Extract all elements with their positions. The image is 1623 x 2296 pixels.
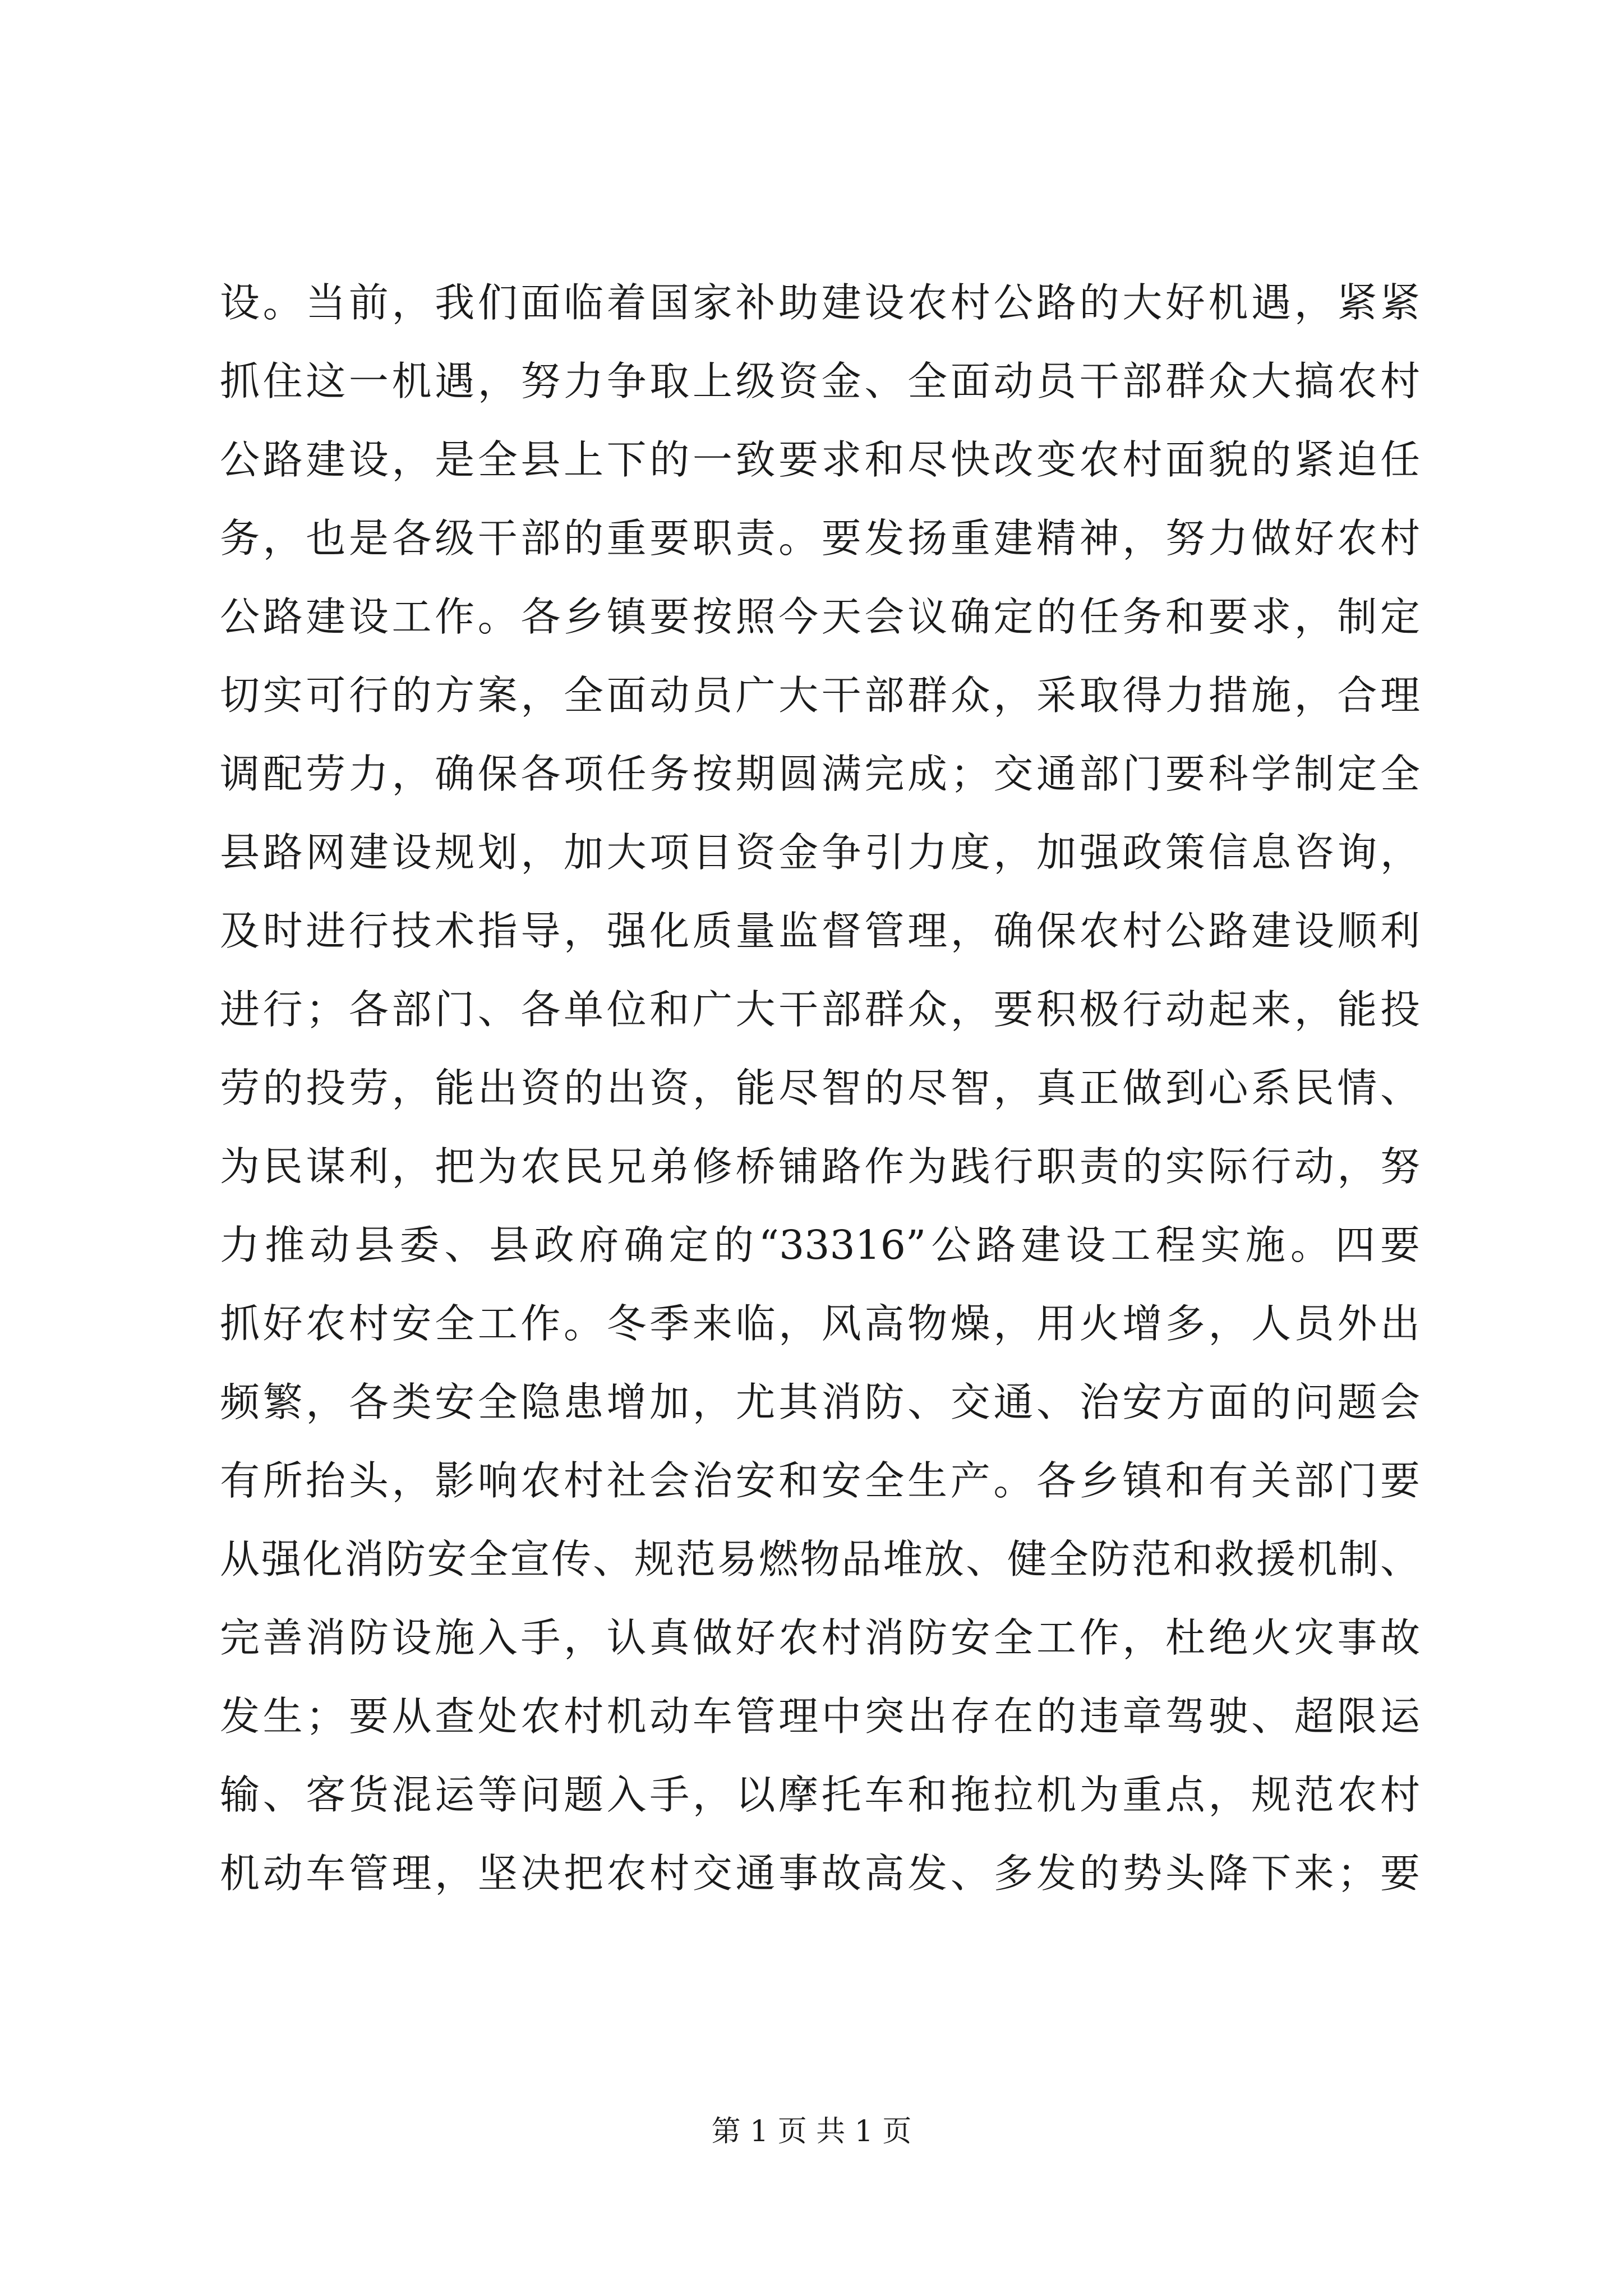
text-line: 机动车管理，坚决把农村交通事故高发、多发的势头降下来；要: [220, 1850, 1420, 1897]
text-line: 务，也是各级干部的重要职责。要发扬重建精神，努力做好农村: [220, 515, 1420, 562]
text-line: 输、客货混运等问题入手，以摩托车和拖拉机为重点，规范农村: [220, 1772, 1420, 1818]
text-line: 切实可行的方案，全面动员广大干部群众，采取得力措施，合理: [220, 672, 1420, 719]
page-number-label: 第 1 页 共 1 页: [711, 2115, 912, 2148]
text-line: 力推动县委、县政府确定的“33316”公路建设工程实施。四要: [220, 1222, 1420, 1268]
text-line: 公路建设，是全县上下的一致要求和尽快改变农村面貌的紧迫任: [220, 436, 1420, 483]
text-line: 公路建设工作。各乡镇要按照今天会议确定的任务和要求，制定: [220, 593, 1420, 640]
text-line: 设。当前，我们面临着国家补助建设农村公路的大好机遇，紧紧: [220, 279, 1420, 326]
page-footer: [0, 2112, 1623, 2151]
text-line: 完善消防设施入手，认真做好农村消防安全工作，杜绝火灾事故: [220, 1614, 1420, 1661]
text-line: 劳的投劳，能出资的出资，能尽智的尽智，真正做到心系民情、: [220, 1065, 1420, 1111]
text-line: 及时进行技术指导，强化质量监督管理，确保农村公路建设顺利: [220, 908, 1420, 954]
text-line: 抓好农村安全工作。冬季来临，风高物燥，用火增多，人员外出: [220, 1300, 1420, 1347]
text-line: 为民谋利，把为农民兄弟修桥铺路作为践行职责的实际行动，努: [220, 1143, 1420, 1190]
text-line: 从强化消防安全宣传、规范易燃物品堆放、健全防范和救援机制、: [220, 1536, 1420, 1582]
text-line: 抓住这一机遇，努力争取上级资金、全面动员干部群众大搞农村: [220, 358, 1420, 404]
text-line: 频繁，各类安全隐患增加，尤其消防、交通、治安方面的问题会: [220, 1379, 1420, 1425]
text-line: 县路网建设规划，加大项目资金争引力度，加强政策信息咨询，: [220, 829, 1420, 876]
text-line: 进行；各部门、各单位和广大干部群众，要积极行动起来，能投: [220, 986, 1420, 1033]
text-line: 有所抬头，影响农村社会治安和安全生产。各乡镇和有关部门要: [220, 1457, 1420, 1504]
text-line: 调配劳力，确保各项任务按期圆满完成；交通部门要科学制定全: [220, 751, 1420, 797]
body-text: [220, 264, 1420, 1913]
text-line: 发生；要从查处农村机动车管理中突出存在的违章驾驶、超限运: [220, 1693, 1420, 1740]
